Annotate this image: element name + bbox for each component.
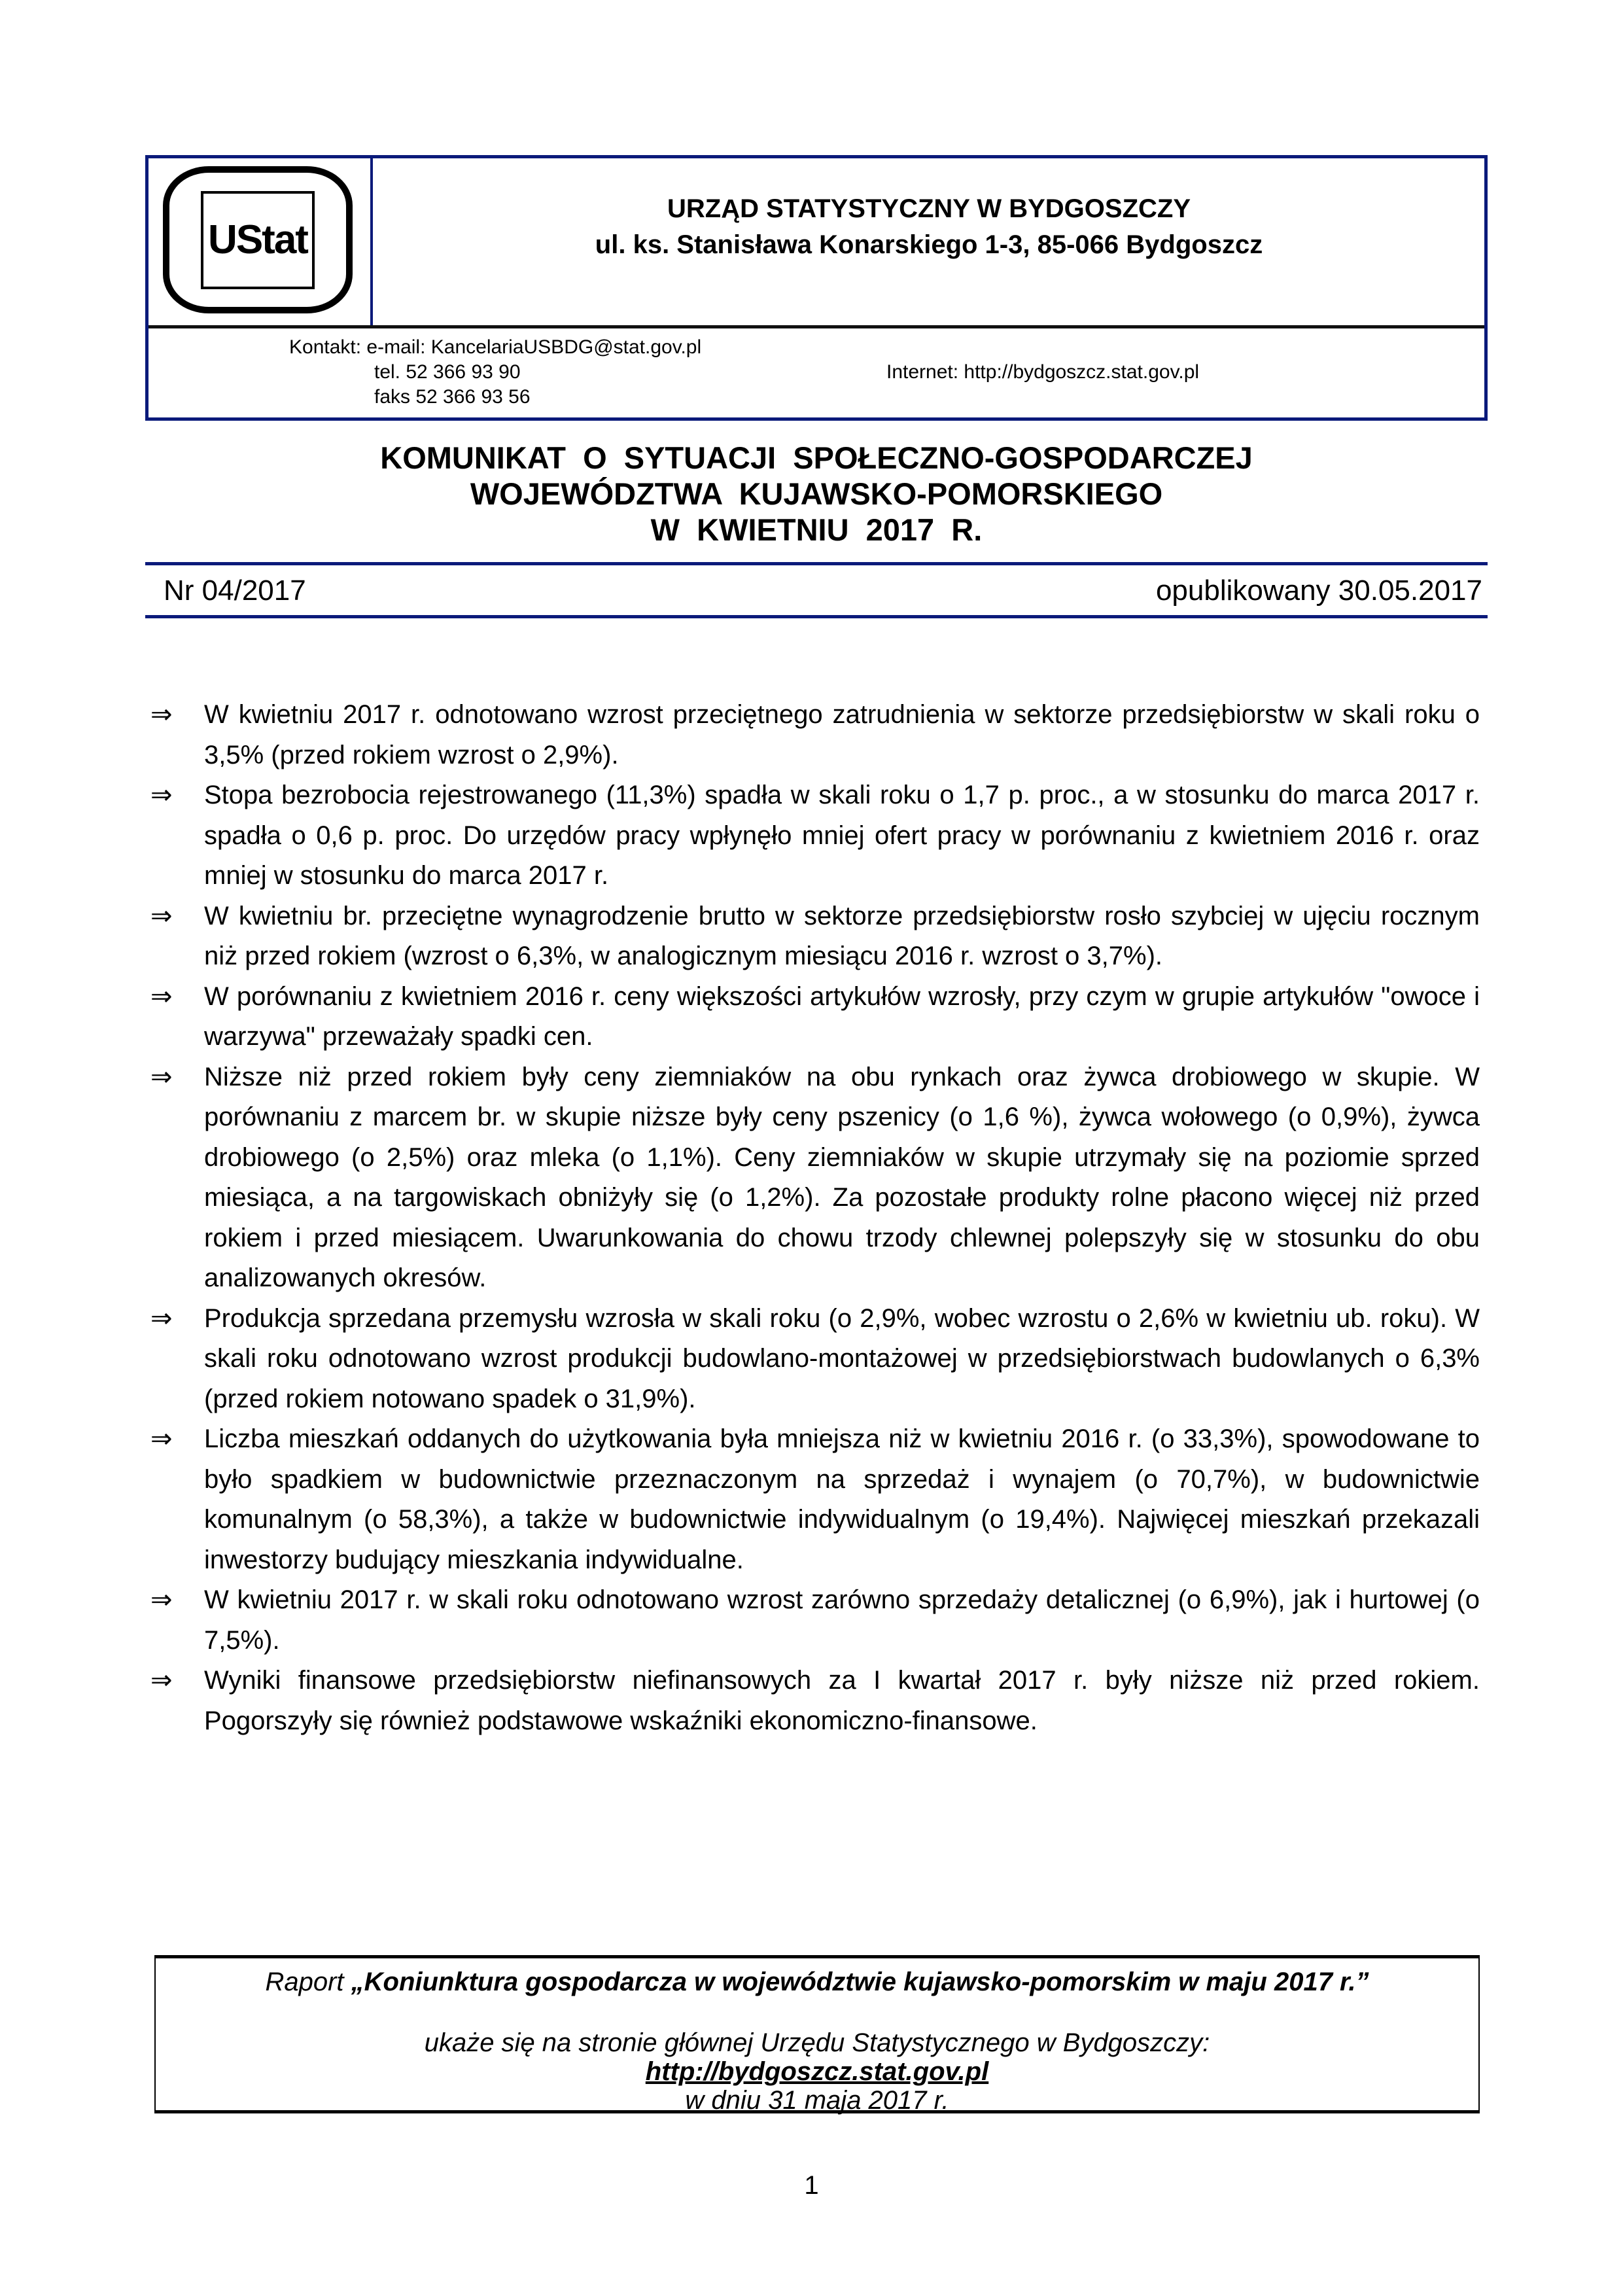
summary-item [150, 1299, 1480, 1420]
double-arrow-right-icon: ⇒ [150, 1062, 173, 1091]
title-rule-bottom [145, 615, 1488, 618]
logo-cell [148, 158, 373, 325]
title-line-2: WOJEWÓDZTWA KUJAWSKO-POMORSKIEGO [470, 476, 1163, 511]
summary-item-text: W porównaniu z kwietniem 2016 r. ceny większości artykułów wzrosły, przy czym w grupie artykułów "owoce i warzywa" przeważały spadki cen. [204, 981, 1480, 1051]
title-rule-top [145, 562, 1488, 565]
release-date: w dniu 31 maja 2017 r. [685, 2086, 949, 2115]
ustat-logo-icon [163, 166, 353, 313]
double-arrow-right-icon: ⇒ [150, 700, 173, 729]
office-address: ul. ks. Stanisława Konarskiego 1-3, 85-066 Bydgoszcz [595, 230, 1263, 259]
logo-text: UStat [208, 217, 307, 262]
summary-item-text: W kwietniu br. przeciętne wynagrodzenie brutto w sektorze przedsiębiorstw rosło szybciej w ujęciu rocznym niż przed rokiem (wzrost o 6,3%, w analogicznym miesiącu 2016 r. wzrost o 3,7%). [204, 901, 1480, 970]
double-arrow-right-icon: ⇒ [150, 901, 173, 930]
summary-item [150, 1661, 1480, 1741]
summary-item-text: Stopa bezrobocia rejestrowanego (11,3%) spadła w skali roku o 1,7 p. proc., a w stosunku do marca 2017 r. spadła o 0,6 p. proc. Do urzędów pracy wpłynęło mniej ofert pracy w porównaniu z kwietniem 2016 r. oraz mniej w stosunku do marca 2017 r. [204, 781, 1480, 890]
summary-item-text: Niższe niż przed rokiem były ceny ziemniaków na obu rynkach oraz żywca drobiowego w skupie. W porównaniu z marcem br. w skupie niższe były ceny pszenicy (o 1,6 %), żywca wołowego (o 0,9%), żywca drobiowego (o 2,5%) oraz mleka (o 1,1%). Ceny ziemniaków w skupie utrzymały się na poziomie sprzed miesiąca, a na targowiskach obniżyły się (o 1,2%). Za pozostałe produkty rolne płacono więcej niż przed rokiem i przed miesiącem. Uwarunkowania do chowu trzody chlewnej polepszyły się w stosunku do obu analizowanych okresów. [204, 1062, 1480, 1292]
announcement: ukaże się na stronie głównej Urzędu Statystycznego w Bydgoszczy: [424, 2028, 1210, 2057]
summary-list [150, 695, 1480, 1741]
double-arrow-right-icon: ⇒ [150, 1585, 173, 1614]
double-arrow-right-icon: ⇒ [150, 781, 173, 809]
summary-item [150, 896, 1480, 977]
summary-item-text: W kwietniu 2017 r. w skali roku odnotowano wzrost zarówno sprzedaży detalicznej (o 6,9%), jak i hurtowej (o 7,5%). [204, 1585, 1480, 1655]
report-prefix: Raport [265, 1968, 351, 1996]
title-line-1: KOMUNIKAT O SYTUACJI SPOŁECZNO-GOSPODARCZEJ [380, 440, 1253, 475]
title-line-3: W KWIETNIU 2017 R. [650, 512, 983, 547]
report-title: „Koniunktura gospodarcza w województwie kujawsko-pomorskim w maju 2017 r.” [351, 1968, 1369, 1996]
report-notice-box [154, 1955, 1480, 2113]
report-link[interactable]: http://bydgoszcz.stat.gov.pl [645, 2057, 989, 2086]
logo-grid [201, 191, 315, 289]
double-arrow-right-icon: ⇒ [150, 1303, 173, 1333]
summary-item-text: W kwietniu 2017 r. odnotowano wzrost przeciętnego zatrudnienia w sektorze przedsiębiorstw w skali roku o 3,5% (przed rokiem wzrost o 2,9%). [204, 700, 1480, 769]
double-arrow-right-icon: ⇒ [150, 981, 173, 1011]
contact-phone: tel. 52 366 93 90 [374, 361, 521, 383]
publication-date: opublikowany 30.05.2017 [1155, 574, 1482, 607]
summary-item-text: Wyniki finansowe przedsiębiorstw niefinansowych za I kwartał 2017 r. były niższe niż przed rokiem. Pogorszyły się również podstawowe wskaźniki ekonomiczno-finansowe. [204, 1666, 1480, 1735]
header-box [145, 155, 1488, 421]
internet-address[interactable]: Internet: http://bydgoszcz.stat.gov.pl [886, 361, 1200, 383]
summary-item [150, 1057, 1480, 1299]
summary-item [150, 695, 1480, 775]
double-arrow-right-icon: ⇒ [150, 1666, 173, 1695]
report-title-line [156, 1968, 1478, 1997]
summary-item [150, 1419, 1480, 1580]
summary-item [150, 977, 1480, 1057]
header-divider [148, 325, 1484, 328]
summary-item [150, 1580, 1480, 1661]
issue-number: Nr 04/2017 [164, 574, 306, 607]
summary-item-text: Produkcja sprzedana przemysłu wzrosła w skali roku (o 2,9%, wobec wzrostu o 2,6% w kwietniu ub. roku). W skali roku odnotowano wzrost produkcji budowlano-montażowej w przedsiębiorstwach budowlanych o 6,3% (przed rokiem notowano spadek o 31,9%). [204, 1303, 1480, 1413]
contact-fax: faks 52 366 93 56 [374, 386, 531, 408]
summary-item-text: Liczba mieszkań oddanych do użytkowania była mniejsza niż w kwietniu 2016 r. (o 33,3%), spowodowane to było spadkiem w budownictwie przeznaczonym na sprzedaż i wynajem (o 70,7%), w budownictwie komunalnym (o 58,3%), a także w budownictwie indywidualnym (o 19,4%). Najwięcej mieszkań przekazali inwestorzy budujący mieszkania indywidualne. [204, 1424, 1480, 1574]
summary-item [150, 775, 1480, 896]
double-arrow-right-icon: ⇒ [150, 1424, 173, 1453]
page-number: 1 [804, 2171, 819, 2200]
office-name: URZĄD STATYSTYCZNY W BYDGOSZCZY [667, 194, 1191, 223]
contact-email: Kontakt: e-mail: KancelariaUSBDG@stat.gov.pl [289, 336, 702, 358]
